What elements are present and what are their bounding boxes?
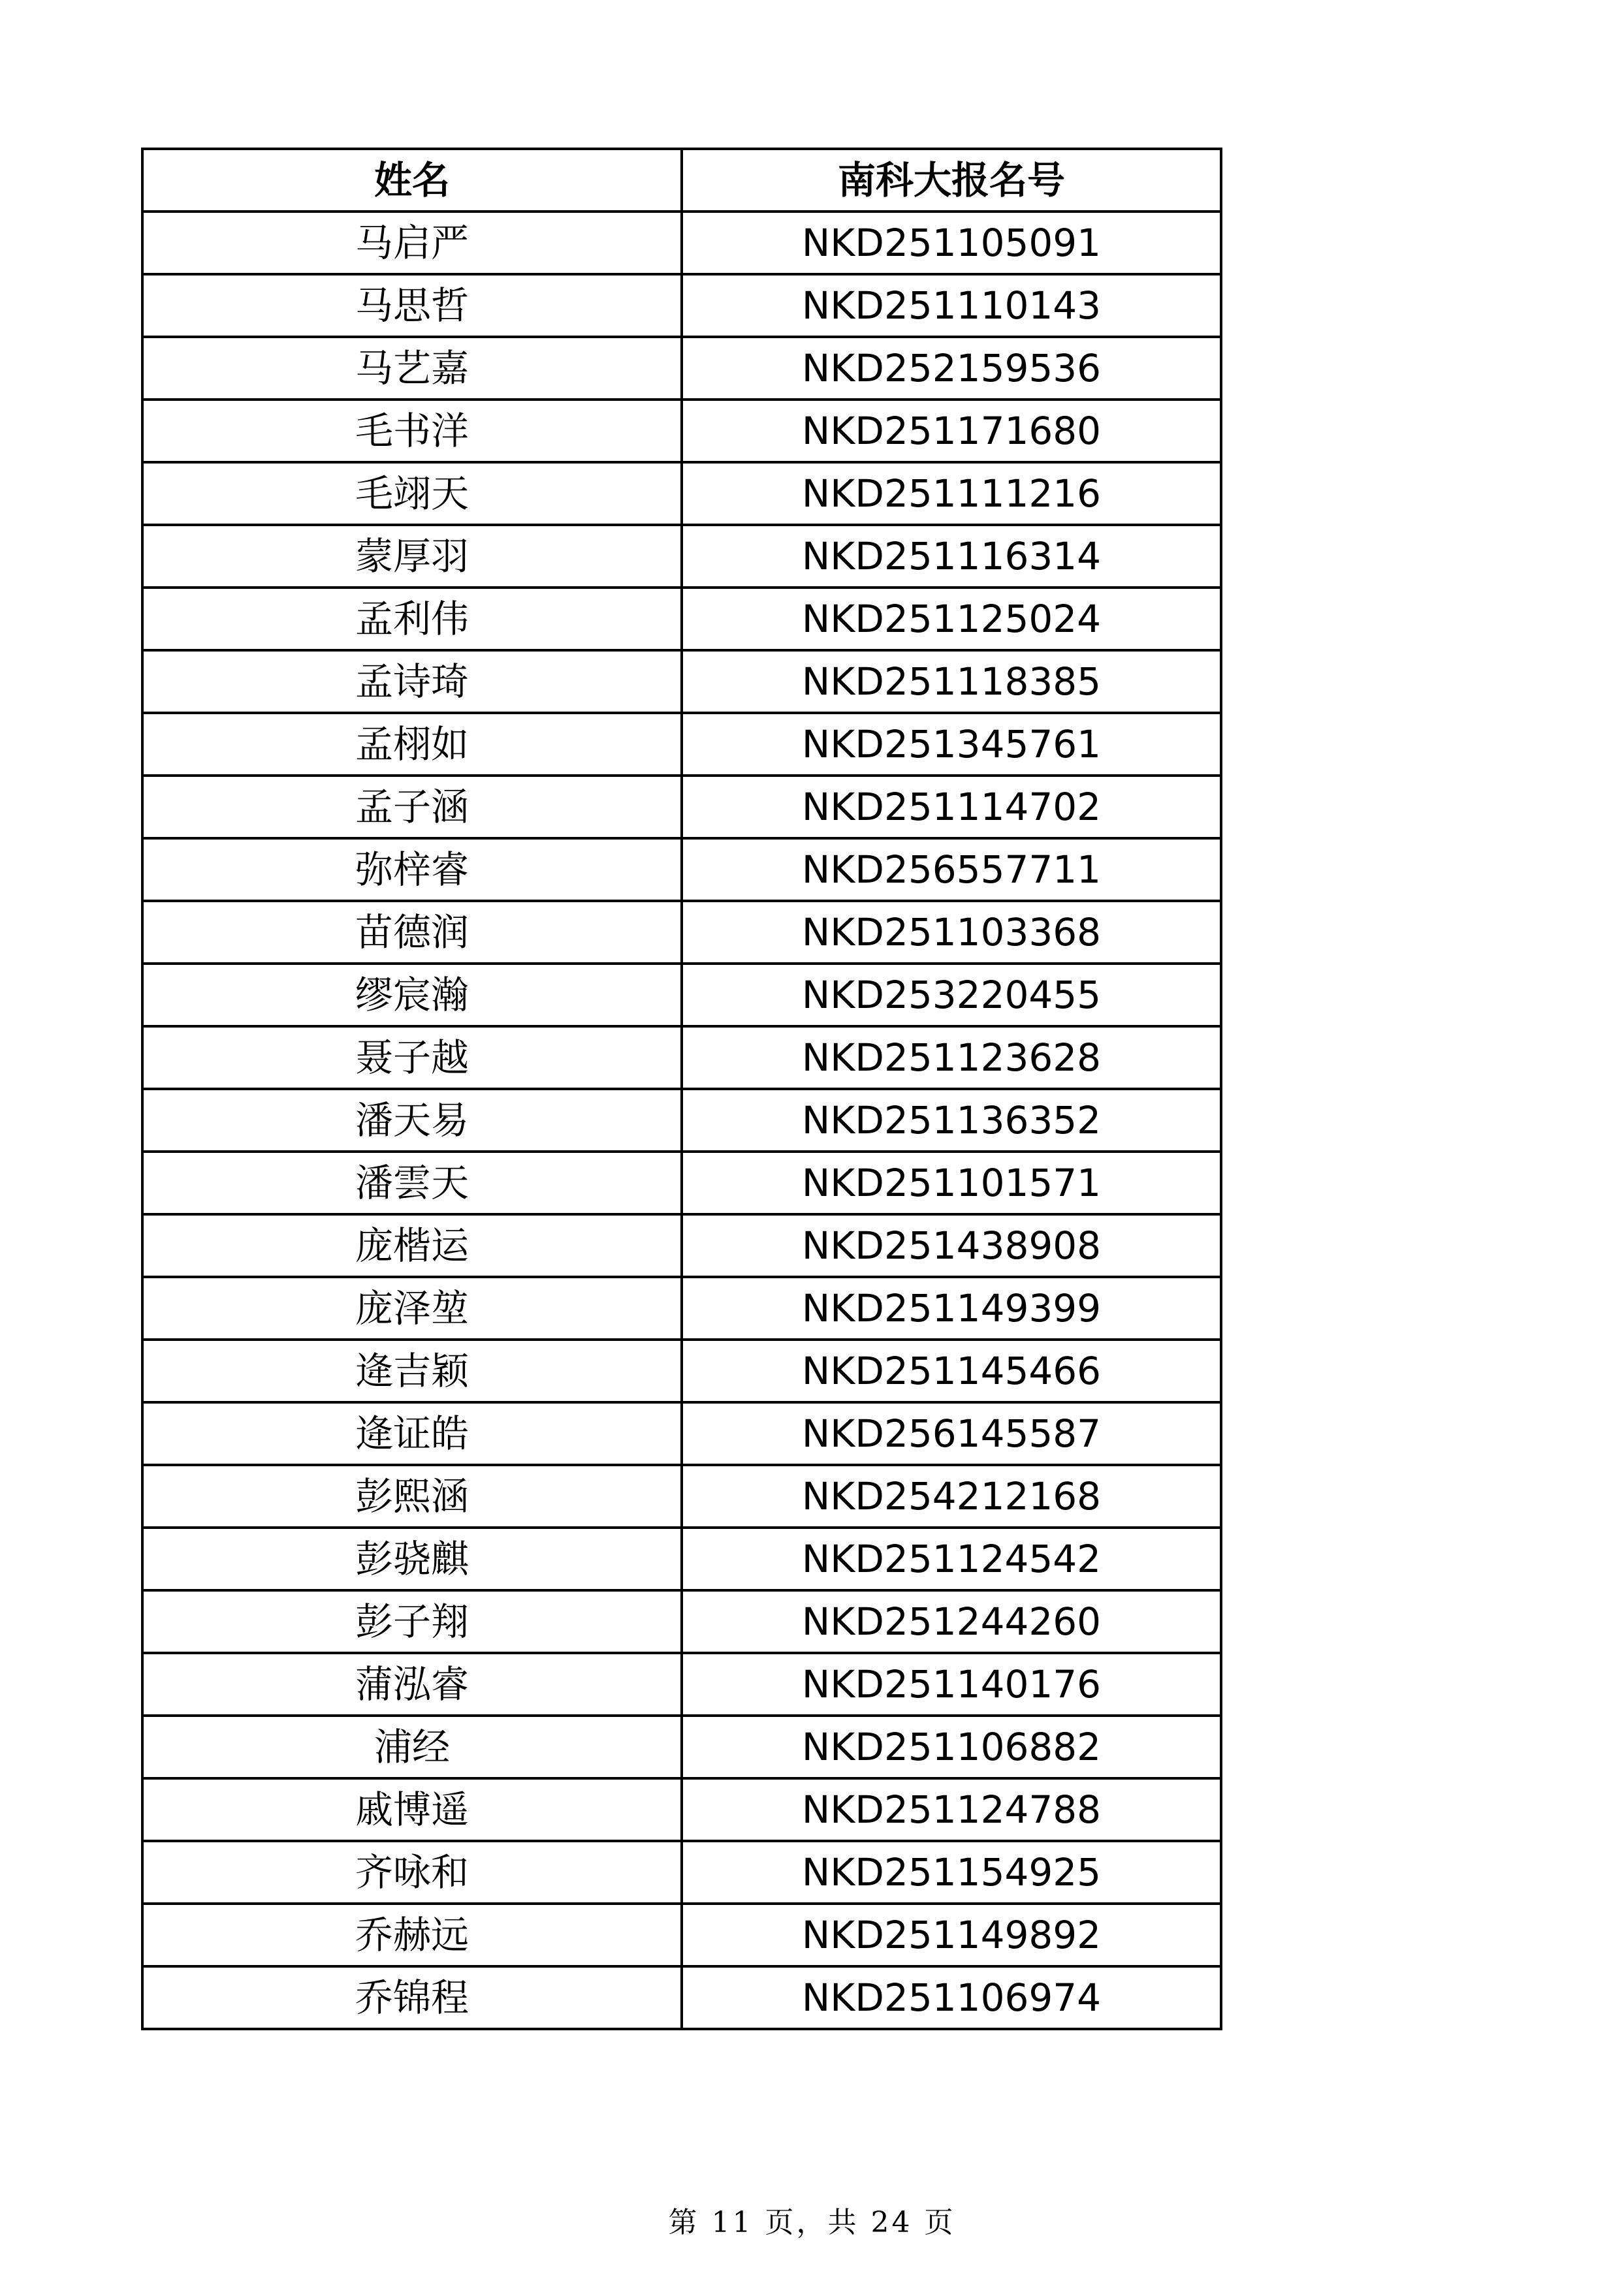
- table-row: [142, 1528, 1221, 1590]
- page-footer: 第 11 页，共 24 页: [668, 2206, 956, 2239]
- table-row: [142, 1089, 1221, 1152]
- cell-registration-number: NKD251101571: [682, 1152, 1221, 1214]
- table-header-row: [142, 149, 1221, 212]
- cell-name: 庞楷运: [142, 1214, 682, 1277]
- header-registration-number: 南科大报名号: [682, 149, 1221, 212]
- registration-table: [141, 148, 1222, 2030]
- cell-name: 逄吉颖: [142, 1340, 682, 1402]
- table-row: [142, 713, 1221, 776]
- cell-name: 毛书洋: [142, 400, 682, 462]
- table-row: [142, 1340, 1221, 1402]
- cell-registration-number: NKD251154925: [682, 1841, 1221, 1904]
- cell-registration-number: NKD256557711: [682, 838, 1221, 901]
- cell-registration-number: NKD251149892: [682, 1904, 1221, 1966]
- cell-name: 彭骁麒: [142, 1528, 682, 1590]
- cell-name: 毛翊天: [142, 462, 682, 525]
- cell-registration-number: NKD251244260: [682, 1590, 1221, 1653]
- table-row: [142, 1590, 1221, 1653]
- cell-name: 浦经: [142, 1716, 682, 1778]
- table-row: [142, 1026, 1221, 1089]
- cell-registration-number: NKD251171680: [682, 400, 1221, 462]
- table-row: [142, 1277, 1221, 1340]
- cell-registration-number: NKD251345761: [682, 713, 1221, 776]
- cell-name: 潘雲天: [142, 1152, 682, 1214]
- cell-registration-number: NKD251125024: [682, 588, 1221, 650]
- cell-name: 聂子越: [142, 1026, 682, 1089]
- cell-name: 马艺嘉: [142, 337, 682, 400]
- cell-registration-number: NKD251116314: [682, 525, 1221, 588]
- header-name: 姓名: [142, 149, 682, 212]
- cell-registration-number: NKD251106882: [682, 1716, 1221, 1778]
- cell-registration-number: NKD251114702: [682, 776, 1221, 838]
- table-row: [142, 964, 1221, 1026]
- cell-registration-number: NKD251106974: [682, 1966, 1221, 2029]
- cell-name: 缪宸瀚: [142, 964, 682, 1026]
- cell-name: 蒲泓睿: [142, 1653, 682, 1716]
- cell-name: 苗德润: [142, 901, 682, 964]
- cell-registration-number: NKD254212168: [682, 1465, 1221, 1528]
- cell-registration-number: NKD251103368: [682, 901, 1221, 964]
- cell-name: 孟利伟: [142, 588, 682, 650]
- table-row: [142, 588, 1221, 650]
- cell-name: 乔赫远: [142, 1904, 682, 1966]
- cell-name: 马启严: [142, 212, 682, 274]
- table-row: [142, 1152, 1221, 1214]
- table-row: [142, 901, 1221, 964]
- cell-name: 孟子涵: [142, 776, 682, 838]
- table-row: [142, 274, 1221, 337]
- cell-registration-number: NKD252159536: [682, 337, 1221, 400]
- table-row: [142, 1653, 1221, 1716]
- table-row: [142, 212, 1221, 274]
- cell-name: 马思哲: [142, 274, 682, 337]
- cell-name: 庞泽堃: [142, 1277, 682, 1340]
- cell-registration-number: NKD251124542: [682, 1528, 1221, 1590]
- table-body: [142, 212, 1221, 2029]
- cell-registration-number: NKD256145587: [682, 1402, 1221, 1465]
- table-row: [142, 1904, 1221, 1966]
- cell-registration-number: NKD251124788: [682, 1778, 1221, 1841]
- table-row: [142, 462, 1221, 525]
- table-row: [142, 1716, 1221, 1778]
- table-row: [142, 1778, 1221, 1841]
- cell-registration-number: NKD251118385: [682, 650, 1221, 713]
- cell-name: 乔锦程: [142, 1966, 682, 2029]
- table-row: [142, 400, 1221, 462]
- table-row: [142, 337, 1221, 400]
- cell-name: 弥梓睿: [142, 838, 682, 901]
- table-row: [142, 776, 1221, 838]
- cell-name: 孟诗琦: [142, 650, 682, 713]
- table-row: [142, 1402, 1221, 1465]
- cell-registration-number: NKD251111216: [682, 462, 1221, 525]
- cell-name: 潘天易: [142, 1089, 682, 1152]
- cell-registration-number: NKD251438908: [682, 1214, 1221, 1277]
- cell-registration-number: NKD251145466: [682, 1340, 1221, 1402]
- cell-name: 彭熙涵: [142, 1465, 682, 1528]
- table-row: [142, 1966, 1221, 2029]
- cell-registration-number: NKD251149399: [682, 1277, 1221, 1340]
- cell-name: 齐咏和: [142, 1841, 682, 1904]
- cell-registration-number: NKD251110143: [682, 274, 1221, 337]
- cell-registration-number: NKD251105091: [682, 212, 1221, 274]
- cell-name: 彭子翔: [142, 1590, 682, 1653]
- cell-name: 戚博遥: [142, 1778, 682, 1841]
- table-row: [142, 525, 1221, 588]
- table-row: [142, 1214, 1221, 1277]
- cell-registration-number: NKD253220455: [682, 964, 1221, 1026]
- table-row: [142, 1465, 1221, 1528]
- cell-name: 逄证皓: [142, 1402, 682, 1465]
- table-row: [142, 1841, 1221, 1904]
- cell-registration-number: NKD251123628: [682, 1026, 1221, 1089]
- table-row: [142, 838, 1221, 901]
- cell-name: 孟栩如: [142, 713, 682, 776]
- cell-registration-number: NKD251140176: [682, 1653, 1221, 1716]
- cell-name: 蒙厚羽: [142, 525, 682, 588]
- table-row: [142, 650, 1221, 713]
- cell-registration-number: NKD251136352: [682, 1089, 1221, 1152]
